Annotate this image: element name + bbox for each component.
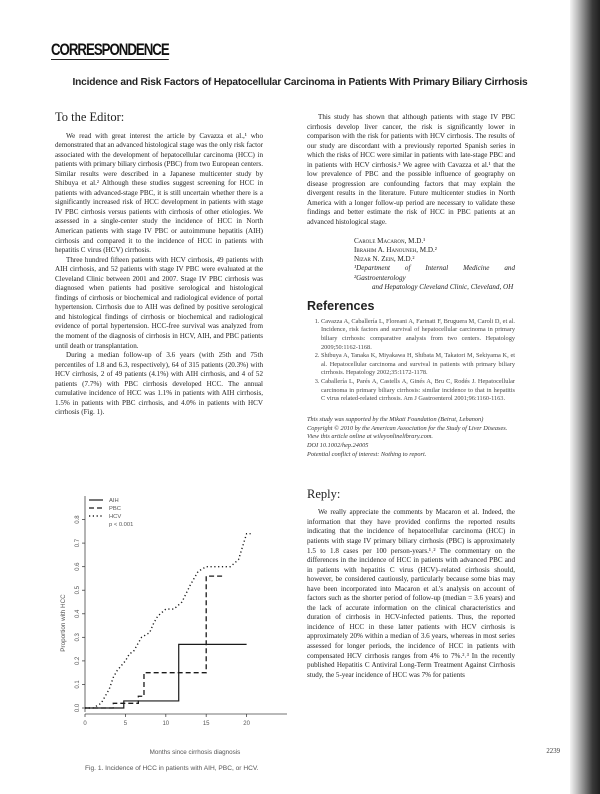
figure-caption: Fig. 1. Incidence of HCC in patients with AIH, PBC, or HCV. (85, 765, 259, 772)
series-line-hcv (85, 534, 251, 708)
x-tick-label: 0 (83, 721, 87, 727)
references-heading: References (307, 299, 375, 314)
article-title: Incidence and Risk Factors of Hepatocellular Carcinoma in Patients With Primary Biliary Cirrhosis (72, 77, 528, 88)
salutation: To the Editor: (55, 110, 125, 124)
y-axis-label: Proportion with HCC (60, 594, 67, 652)
doi-note: DOI 10.1002/hep.24005 (307, 442, 369, 450)
section-header: CORRESPONDENCE (51, 40, 169, 59)
y-tick-label: 0.5 (75, 586, 81, 595)
letter-paragraph: This study has shown that although patients with stage IV PBC cirrhosis develop liver cancer, the risk is significantly lower in comparison with the risk for patients with HCV cirrhosis. The results of our study are discordant with a previously reported Spanish series in which the risks of HCC were similar in patients with late-stage PBC and in patients with HCV cirrhosis.³ We agree with Cavazza et al.¹ that the low prevalence of PBC and the possible influence of geography on disease progression are confounding factors that may explain the divergent results in the literature. Future multicenter studies in North America with a longer follow-up period are necessary to validate these findings and better estimate the risk of HCC in PBC patients at an advanced histological stage. (307, 113, 515, 227)
reference-item: 1. Cavazza A, Caballería L, Floreani A, Farinati F, Bruguera M, Caroli D, et al. Incidence, risk factors and survival of hepatocellular carcinoma in primary biliary cirrhosis: comparative analysis from two centers. Hepatology 2009;50:1162-1168. (321, 318, 515, 352)
copyright-note: Copyright © 2010 by the American Association for the Study of Liver Diseases. (307, 424, 508, 432)
y-tick-label: 0.1 (75, 680, 81, 689)
left-column (55, 110, 263, 418)
legend-label-pbc: PBC (109, 506, 121, 512)
right-column (307, 113, 515, 680)
x-axis-label: Months since cirrhosis diagnosis (149, 749, 241, 756)
letter-paragraph: During a median follow-up of 3.6 years (with 25th and 75th percentiles of 1.8 and 6.3, respectively), 64 of 315 patients (20.3%) with HCV cirrhosis, 2 of 49 patients (4.1%) with AIH cirrhosis, and 4 of 52 patients (7.7%) with PBC cirrhosis developed HCC. The annual cumulative incidence of HCC was 1.1% in patients with AIH cirrhosis, 1.5% in patients with PBC cirrhosis, and 4.0% in patients with HCV cirrhosis (Fig. 1). (55, 351, 263, 417)
letter-paragraph: We read with great interest the article by Cavazza et al.,¹ who demonstrated that an advanced histological stage was the only risk factor associated with the development of hepatocellular carcinoma (HCC) in patients with primary biliary cirrhosis (PBC) from two European centers. Similar results were described in a Japanese multicenter study by Shibuya et al.² Although these studies suggest screening for HCC in patients with advanced-stage PBC, it is still uncertain whether there is a significantly increased risk of HCC development in patients with stage IV PBC cirrhosis versus patients with cirrhosis of other etiologies. We assessed in a single-center study the incidence of HCC in North American patients with stage IV PBC or autoimmune hepatitis (AIH) cirrhosis and compared it to the incidence of HCC in patients with hepatitis C virus (HCV) cirrhosis. (55, 131, 263, 255)
y-tick-label: 0.4 (75, 609, 81, 618)
series-line-aih (85, 644, 247, 708)
signature-block (354, 237, 515, 293)
reply-heading: Reply: (307, 486, 341, 501)
author: Ibrahim A. Hanouneh, M.D.² (354, 245, 437, 254)
figure-1 (55, 488, 305, 758)
legend-label-hcv: HCV (109, 514, 122, 520)
y-tick-label: 0.0 (75, 703, 81, 713)
reply-paragraph: We really appreciate the comments by Macaron et al. Indeed, the information that they have provided confirms the reported results indicating that the incidence of hepatocellular carcinoma (HCC) in patients with stage IV primary biliary cirrhosis (PBC) is approximately 1.5 to 1.8 cases per 100 person-years.¹˒² The commentary on the differences in the incidence of HCC in patients with advanced PBC and in patients with hepatitis C virus (HCV)–related cirrhosis should, however, be considered cautiously, particularly because some bias may have been incorporated into Macaron et al.'s analysis on account of factors such as the shorter period of follow-up (median = 3.6 years) and the lack of accurate information on the clinical characteristics and duration of cirrhosis in HCV-infected patients. Thus, the reported incidence of HCC in these latter patients with HCV cirrhosis is approximately 20% within a median of 3.6 years, whereas in most series assessed for longer periods, the incidence of HCC in patients with compensated HCV cirrhosis ranges from 4% to 7%.²˒³ In the recently published Hepatitis C Antiviral Long-Term Treatment Against Cirrhosis study, the 5-year incidence of HCC was 7% for patients (307, 508, 515, 679)
reference-list (307, 318, 515, 404)
funding-note: This study was supported by the Mikati Foundation (Beirut, Lebanon) (307, 415, 484, 423)
y-tick-label: 0.6 (75, 562, 81, 571)
online-note: View this article online at wileyonlinelibrary.com. (307, 433, 433, 441)
footnote-block (307, 416, 515, 460)
page-number: 2239 (546, 748, 560, 755)
x-tick-label: 10 (162, 721, 170, 727)
page-edge-shadow (570, 0, 600, 794)
y-tick-label: 0.3 (75, 633, 81, 642)
reference-item: 2. Shibuya A, Tanaka K, Miyakawa H, Shibata M, Takatori M, Sekiyama K, et al. Hepatocellular carcinoma and survival in patients with primary biliary cirrhosis. Hepatology 2002;35:1172-1178. (321, 352, 515, 378)
x-tick-label: 20 (243, 721, 250, 727)
series-line-pbc (85, 576, 222, 708)
y-tick-label: 0.2 (75, 656, 81, 666)
affiliation: and Hepatology Cleveland Clinic, Cleveland, OH (372, 283, 514, 292)
author: Nizar N. Zein, M.D.² (354, 255, 415, 264)
x-tick-label: 15 (202, 721, 210, 727)
km-chart (55, 488, 305, 758)
author: Carole Macaron, M.D.¹ (354, 236, 426, 245)
reference-item: 3. Caballería L, Parés A, Castells A, Ginés A, Bru C, Rodés J. Hepatocellular carcinoma in primary biliary cirrhosis: similar incidence to that in hepatitis C virus related-related cirrhosis. Am J Gastroenterol 2001;96:1160-1163. (321, 378, 515, 404)
y-tick-label: 0.7 (75, 538, 81, 548)
x-tick-label: 5 (123, 721, 128, 727)
p-value-annotation: p < 0.001 (109, 522, 134, 528)
legend-label-aih: AIH (109, 498, 119, 504)
conflict-note: Potential conflict of interest: Nothing to report. (307, 451, 427, 459)
letter-paragraph: Three hundred fifteen patients with HCV cirrhosis, 49 patients with AIH cirrhosis, and 52 patients with stage IV PBC were evaluated at the Cleveland Clinic between 2001 and 2007. Stage IV PBC cirrhosis was diagnosed when patients had positive serological and histological findings of cirrhosis or biochemical and radiological evidence of portal hypertension. Cirrhosis due to AIH was defined by positive serological and histological findings of cirrhosis or biochemical and radiological evidence of portal hypertension. HCC-free survival was analyzed from the moment of the diagnosis of cirrhosis in HCV, AIH, and PBC patients until death or transplantation. (55, 255, 263, 350)
y-tick-label: 0.8 (75, 515, 81, 524)
affiliation: ¹Department of Internal Medicine and ²Gastroenterology (354, 264, 515, 282)
